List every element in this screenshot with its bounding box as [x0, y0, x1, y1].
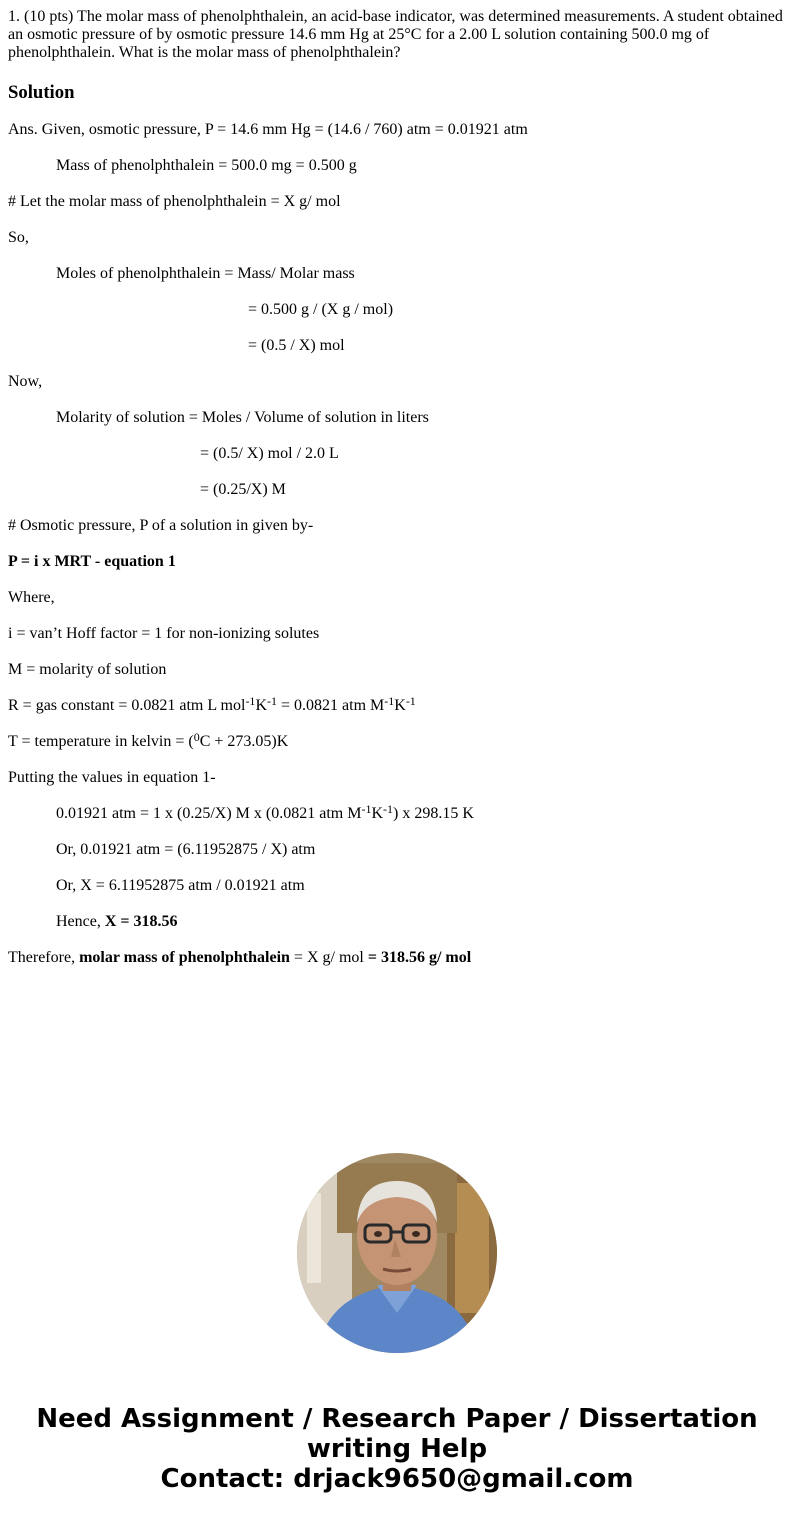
- calc1-b: K: [371, 805, 384, 822]
- therefore-b: molar mass of phenolphthalein: [79, 949, 290, 966]
- solution-heading: Solution: [8, 82, 75, 103]
- equation-text: P = i x MRT - equation 1: [8, 553, 176, 570]
- r-def-d: K: [394, 697, 406, 714]
- therefore-result: = 318.56 g/ mol: [367, 949, 472, 966]
- question-text: 1. (10 pts) The molar mass of phenolphthalein, an acid-base indicator, was determined measurements. A student obtained an osmotic pressure of by osmotic pressure 14.6 mm Hg at 25°C for a 2.00 L solution containing 500.0 mg of phenolphthalein. What is the molar mass of phenolphthalein?: [8, 8, 783, 61]
- r-def-b: K: [255, 697, 267, 714]
- footer-banner: [0, 1404, 794, 1494]
- moles-line: Moles of phenolphthalein = Mass/ Molar mass: [56, 265, 355, 282]
- r-def-a: R = gas constant = 0.0821 atm L mol: [8, 697, 246, 714]
- moles-line-2: = 0.500 g / (X g / mol): [248, 301, 394, 318]
- therefore-line: [8, 949, 786, 967]
- calc-line-1: [8, 802, 786, 823]
- moles-line-3: = (0.5 / X) mol: [248, 337, 345, 354]
- hence-result: X = 318.56: [104, 913, 178, 930]
- calc1-sup1: -1: [361, 802, 372, 817]
- so-line: So,: [8, 229, 29, 246]
- calc1-a: 0.01921 atm = 1 x (0.25/X) M x (0.0821 atm M: [56, 805, 362, 822]
- r-def-sup2: -1: [267, 694, 277, 709]
- hence-a: Hence,: [56, 913, 105, 930]
- let-line: # Let the molar mass of phenolphthalein = X g/ mol: [8, 193, 341, 210]
- calc1-sup2: -1: [383, 802, 394, 817]
- mass-line: Mass of phenolphthalein = 500.0 mg = 0.500 g: [56, 157, 357, 174]
- hence-line: [8, 913, 786, 931]
- t-def-sup: 0: [193, 730, 200, 745]
- therefore-a: Therefore,: [8, 949, 80, 966]
- given-line: Ans. Given, osmotic pressure, P = 14.6 mm Hg = (14.6 / 760) atm = 0.01921 atm: [8, 121, 528, 138]
- r-def-sup3: -1: [384, 694, 395, 709]
- r-definition: [8, 694, 786, 715]
- t-def-a: T = temperature in kelvin = (: [8, 733, 194, 750]
- therefore-c: = X g/ mol: [289, 949, 368, 966]
- author-photo: [297, 1153, 497, 1353]
- t-definition: [8, 730, 786, 751]
- calc1-c: ) x 298.15 K: [393, 805, 474, 822]
- i-definition: i = van’t Hoff factor = 1 for non-ionizing solutes: [8, 625, 320, 642]
- author-portrait-image: [297, 1153, 497, 1353]
- molarity-line: Molarity of solution = Moles / Volume of solution in liters: [56, 409, 429, 426]
- equation-line: [8, 553, 786, 571]
- r-def-sup1: -1: [245, 694, 256, 709]
- footer-line-1: Need Assignment / Research Paper / Dissertation: [36, 1404, 758, 1434]
- calc-line-2: Or, 0.01921 atm = (6.11952875 / X) atm: [56, 841, 316, 858]
- r-def-c: = 0.0821 atm M: [277, 697, 385, 714]
- osmotic-line: # Osmotic pressure, P of a solution in given by-: [8, 517, 314, 534]
- molarity-line-3: = (0.25/X) M: [200, 481, 286, 498]
- footer-contact: Contact: drjack9650@gmail.com: [160, 1464, 634, 1494]
- footer-line-2: writing Help: [306, 1434, 488, 1464]
- putting-line: Putting the values in equation 1-: [8, 769, 216, 786]
- now-line: Now,: [8, 373, 43, 390]
- where-line: Where,: [8, 589, 55, 606]
- calc-line-3: Or, X = 6.11952875 atm / 0.01921 atm: [56, 877, 305, 894]
- r-def-sup4: -1: [405, 694, 416, 709]
- t-def-b: C + 273.05)K: [199, 733, 289, 750]
- molarity-line-2: = (0.5/ X) mol / 2.0 L: [200, 445, 339, 462]
- document-body: [8, 8, 786, 967]
- m-definition: M = molarity of solution: [8, 661, 167, 678]
